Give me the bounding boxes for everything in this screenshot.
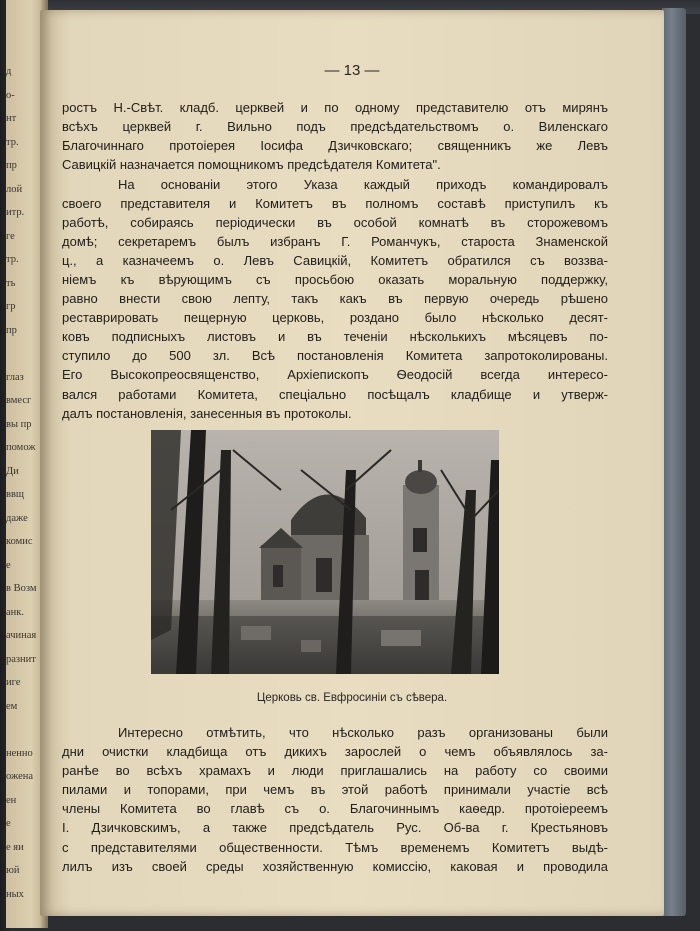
left-page-fragment: нт: [6, 113, 17, 124]
left-page-fragment: лой: [6, 183, 23, 195]
left-page-fragment: Ди: [6, 465, 19, 477]
text-line: ростъ Н.-Свѣт. кладб. церквей и по одному представителю отъ мирянъ: [62, 100, 608, 115]
left-page-fragment: ен: [6, 794, 17, 806]
text-line: ковъ подписныхъ листовъ и въ теченіи нѣсколькихъ мѣсяцевъ по-: [62, 329, 608, 345]
text-line: всѣхъ церквей г. Вильно подъ предсѣдательствомъ о. Виленскаго: [62, 119, 608, 135]
text-line: Благочиннаго протоіерея Іосифа Дзичковскаго; священникъ же Левъ: [62, 138, 608, 154]
left-page-fragment: д: [6, 66, 12, 77]
left-page-fragment: тр.: [6, 254, 19, 265]
text-line: реставрировать пещерную церковь, роздано было нѣсколько десят-: [62, 310, 608, 326]
left-page-fragment: ных: [6, 888, 24, 900]
text-line: дни очистки кладбища отъ дикихъ зарослей о чемъ объявлялось за-: [62, 744, 608, 760]
paragraph-2: [62, 175, 608, 423]
left-page-fragment: е: [6, 559, 11, 571]
text-line: ранѣе во всѣхъ храмахъ и люди приглашались на работу со своими: [62, 763, 608, 779]
text-line: ніемъ къ вѣрующимъ съ просьбою оказать моральную поддержку,: [62, 271, 608, 287]
text-line: Савицкій назначается помощникомъ предсѣдателя Комитета".: [62, 157, 441, 173]
text-line: Интересно отмѣтить, что нѣсколько разъ организованы были: [118, 725, 608, 740]
left-page-fragment: тр.: [6, 136, 19, 148]
left-page-fragment: е: [6, 818, 11, 829]
left-page-fragment: иге: [6, 677, 21, 688]
church-photo-image: [151, 430, 499, 674]
left-page-fragment: комис: [6, 536, 33, 547]
text-line: работѣ, собираясь періодически въ особой комнатѣ въ сторожевомъ: [62, 214, 608, 230]
left-page-fragment: помож: [6, 442, 36, 453]
left-page-fragment: итр.: [6, 207, 25, 218]
text-line: лилъ изъ своей среды хозяйственную комиссію, каковая и проводила: [62, 858, 608, 874]
left-page-fragment: вмесг: [6, 395, 32, 406]
left-page-fragment: ем: [6, 700, 18, 712]
paragraph-3: [62, 723, 608, 876]
church-photo: [151, 430, 499, 674]
text-line: домѣ; секретаремъ былъ избранъ Г. Романчукъ, староста Знаменской: [62, 233, 608, 249]
text-line: І. Дзичковскимъ, а также предсѣдатель Рус. Об-ва г. Крестьяновъ: [62, 820, 608, 836]
text-line: ц., а казначеемъ о. Левъ Савицкій, Комитетъ обратился съ воззва-: [62, 252, 608, 268]
left-page-fragment: ть: [6, 277, 16, 289]
text-line: пилами и топорами, при чемъ въ этой работѣ принимали участіе всѣ: [62, 782, 608, 798]
left-page-fragment: юй: [6, 865, 20, 876]
left-page-fragment: глаз: [6, 371, 24, 383]
left-page-fragment: пр: [6, 160, 17, 171]
left-page-fragment: ненно: [6, 747, 33, 759]
left-page-fragment: гр: [6, 301, 16, 312]
left-page-fragment: вы пр: [6, 418, 32, 430]
left-page-fragment: е яи: [6, 841, 24, 853]
text-line: с представителями общественности. Тѣмъ временемъ Комитетъ выдѣ-: [62, 839, 608, 855]
left-page-fragment: анк.: [6, 606, 25, 618]
text-line: равно внести свою лепту, такъ какъ въ первую очередь рѣшено: [62, 291, 608, 307]
left-page-fragment: ге: [6, 230, 15, 242]
left-page-fragment: ачиная: [6, 630, 37, 641]
book-cover-edge: [662, 8, 686, 916]
left-page-fragment: в Возм: [6, 583, 37, 594]
page-number: — 13 —: [324, 62, 380, 79]
paragraph-1: [62, 98, 608, 174]
left-page-fragment: разнит: [6, 653, 36, 665]
left-page-fragment: о-: [6, 89, 15, 101]
left-page-fragment: даже: [6, 512, 28, 524]
text-line: своего представителя и Комитетъ въ полномъ составѣ приступилъ къ: [62, 195, 608, 211]
text-line: далъ постановленія, занесенныя въ протоколы.: [62, 405, 352, 421]
book-page: [40, 10, 664, 916]
photo-caption: Церковь св. Евфросиніи съ сѣвера.: [256, 692, 448, 704]
text-line: На основаніи этого Указа каждый приходъ командировалъ: [118, 176, 608, 192]
left-page-fragment: ожена: [6, 771, 34, 782]
left-page-fragment: пр: [6, 324, 17, 336]
text-line: Его Высокопреосвященство, Архіепископъ Ѳеодосій всегда интересо-: [62, 367, 608, 383]
text-line: члены Комитета во главѣ съ о. Благочиннымъ каѳедр. протоіереемъ: [62, 801, 608, 817]
left-page-fragment: ввщ: [6, 489, 25, 500]
text-line: ступило до 500 зл. Всѣ постановленія Комитета запротоколированы.: [62, 348, 608, 364]
text-line: вался работами Комитета, спеціально посѣщалъ кладбище и утверж-: [62, 386, 608, 402]
